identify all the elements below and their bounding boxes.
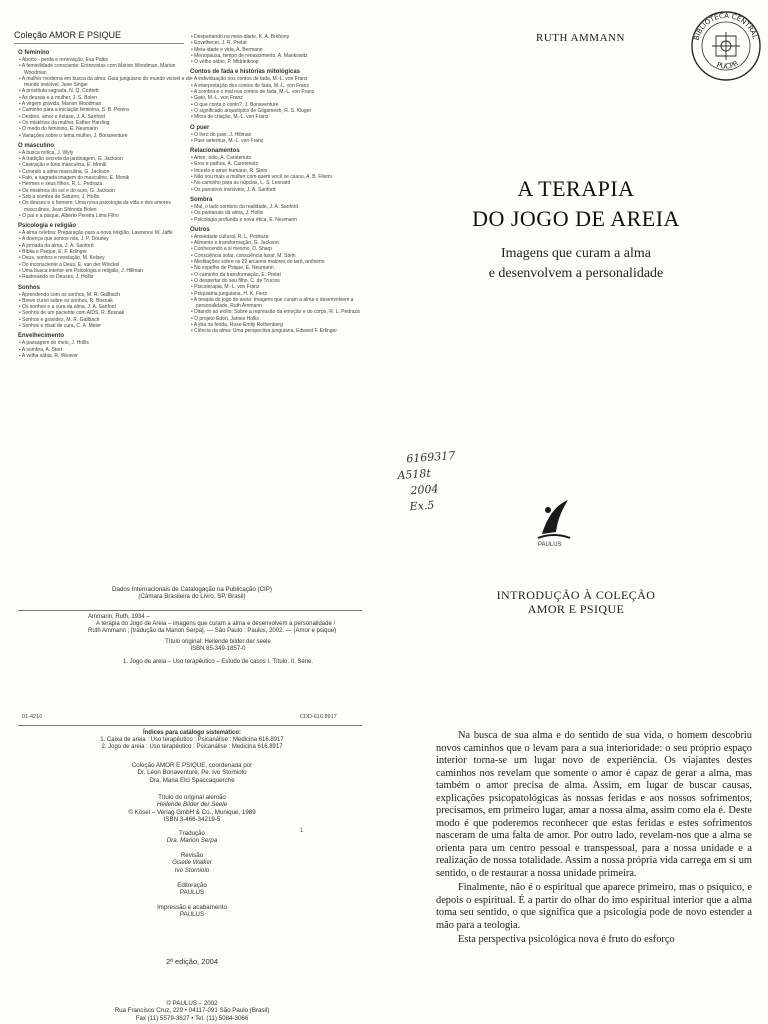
catalog-item: • Não sou mais a mulher com quem você se casou, A. B. Filemi bbox=[190, 174, 365, 180]
review-name: Giselle Walker bbox=[172, 859, 212, 867]
catalog-item: • Os mistérios da mulher, Esther Harding bbox=[18, 120, 193, 126]
index-header: Índices para catálogo sistemático: bbox=[142, 730, 242, 736]
catalog-item: • Rastreando os Deuses, J. Hollis bbox=[18, 274, 193, 280]
series-line: Dr. Léon Bonaventure, Pe. Ivo Storniolo bbox=[137, 769, 247, 777]
intro-paragraph: Na busca de sua alma e do sentido de sua vida, o homem descobriu novos caminhos que o levam para a sua interioridade: o seu próprio espaço interior torna-se um lugar novo de experiência. Os viajantes destes caminhos nos revelam que somente o amor é capaz de gerar a alma, mas também o amor precisa de alma. Assim, em lugar de buscar causas, explicações psicopatológicas às nossas feridas e aos nossos sofrimentos, precisamos, em primeiro lugar, amar a nossa alma, assim como ela é. Deste modo é que poderemos reconhecer que estas feridas e estes sofrimentos nasceram de uma falta de amor. Por outro lado, revelam-nos que a alma se orienta para um centro pessoal e transpessoal, para a nossa unidade e a realização de nossa totalidade. Assim a nossa própria vida carrega em si um sentido, o de restaurar a nossa unidade primeira. bbox=[436, 730, 752, 879]
catalog-section bbox=[18, 333, 193, 359]
catalog-item: • Eros e pathos, A. Carotenuto bbox=[190, 161, 365, 167]
edition-info: 2ª edição, 2004 bbox=[166, 957, 218, 966]
cip-header bbox=[0, 586, 384, 601]
review-credit bbox=[0, 852, 384, 874]
catalog-item: • A terapia do jogo de areia: Imagens que curam a alma e desenvolvem a personalidade, Ruth Ammann bbox=[190, 297, 365, 310]
catalog-item: • Caminho para a iniciação feminina, S. B. Perera bbox=[18, 107, 193, 113]
catalog-section-heading: Psicologia e religião bbox=[18, 223, 77, 230]
print-credit bbox=[0, 904, 384, 919]
catalog-item: • Os sonhos e a cura da alma, J. A. Sanford bbox=[18, 304, 193, 310]
book-subtitle-line1: Imagens que curam a alma bbox=[500, 246, 652, 261]
orig-line: © Kösel – Verlag GmbH & Co., Munique, 1989 bbox=[128, 808, 256, 816]
catalog-item: • Castração e fúria masculina, E. Monik bbox=[18, 162, 193, 168]
catalog-item: • A individuação nos contos de fada, M.-L. von Franz bbox=[190, 76, 365, 82]
catalog-item: • O despertar do seu filho, C. de Trucios bbox=[190, 278, 365, 284]
handwritten-line: Ex.5 bbox=[409, 498, 435, 514]
fax-line: Fax (11) 5579-3627 • Tel. (11) 5084-3066 bbox=[135, 1014, 249, 1022]
catalog-section bbox=[190, 197, 365, 223]
catalog-item: • O que conta o conto?, J. Bonaventure bbox=[190, 102, 365, 108]
review-name: Ivo Storniolo bbox=[174, 866, 210, 874]
catalog-item: • Bíblia e Psique, E. F. Edinger bbox=[18, 249, 193, 255]
catalog-item: • O caminho da transformação, E. Pretat bbox=[190, 272, 365, 278]
catalog-item: • Psicoterapia, M.-L. von Franz bbox=[190, 284, 365, 290]
catalog-item: • A velha sábia, R. Weaver bbox=[18, 353, 193, 359]
intro-heading-line2: AMOR E PSIQUE bbox=[527, 602, 625, 616]
catalog-section-heading: Outros bbox=[190, 226, 210, 233]
catalog-item: • Deus, sonhos e revelação, M. Kelsey bbox=[18, 255, 193, 261]
catalog-item: • Uma busca interior em Psicologia e religião, J. Hillman bbox=[18, 268, 193, 274]
catalog-item: • Ditando ao exílio: Sobre a repressão da emoção e do corpo, R. L. Pedraza bbox=[190, 309, 365, 315]
catalog-item: • Sonhos e gravidez, M. R. Gallbach bbox=[18, 317, 193, 323]
catalog-item: • Curando a alma masculina, G. Jackson bbox=[18, 169, 193, 175]
catalog-item: • Falo, a sagrada imagem do masculino, E. Monik bbox=[18, 175, 193, 181]
catalog-item: • O medo do feminino, E. Neumann bbox=[18, 126, 193, 132]
edit-name: PAULUS bbox=[179, 889, 205, 897]
cip-cdd: CDD-616.8917 bbox=[300, 714, 337, 720]
catalog-item: • Mitos de criação, M.-L. von Franz bbox=[190, 114, 365, 120]
catalog-item: • Envelhecer, J. R. Pretat bbox=[190, 40, 365, 46]
catalog-item: • O velho sábio, P. Middelkoop bbox=[190, 59, 365, 65]
catalog-item: • Menopausa, tempo de renascimento, A. Mankowitz bbox=[190, 53, 365, 59]
catalog-section-heading: O feminino bbox=[18, 50, 50, 56]
publisher-name: PAULUS bbox=[538, 542, 562, 548]
book-subtitle-line2: e desenvolvem a personalidade bbox=[488, 266, 664, 281]
intro-heading-line1: INTRODUÇÃO À COLEÇÃO bbox=[496, 588, 656, 602]
catalog-section bbox=[190, 125, 365, 145]
copyright-block bbox=[0, 1000, 384, 1022]
catalog-item: • Consciência solar, consciência lunar, M. Stein bbox=[190, 253, 365, 259]
catalog-item: • Psicologia profunda e nova ética, E. Neumann bbox=[190, 217, 365, 223]
colophon-page bbox=[0, 552, 384, 1024]
book-title-line1: A TERAPIA bbox=[517, 176, 635, 201]
catalog-item: • Os mistérios do sol e do ouro, G. Jackson bbox=[18, 188, 193, 194]
catalog-item: • O pai e a psique, Alberto Pereira Lima Filho bbox=[18, 213, 193, 219]
original-title-block bbox=[0, 794, 384, 824]
review-label: Revisão bbox=[180, 852, 204, 859]
cip-line: ISBN 85-349-1857-0 bbox=[190, 645, 246, 652]
catalog-column-left bbox=[18, 46, 193, 359]
catalog-section bbox=[18, 143, 193, 219]
catalog-section bbox=[190, 227, 365, 335]
catalog-item: • A sombra e o mal nos contos de fada, M.-L. von Franz bbox=[190, 89, 365, 95]
catalog-section-heading: Relacionamentos bbox=[190, 148, 240, 155]
svg-text:PUCPR bbox=[716, 59, 740, 70]
index-line: 1. Caixa de areia : Uso terapêutico : Psicanálise : Medicina 616.8917 bbox=[100, 737, 284, 744]
catalog-item: • Incesto e amor humano, R. Stein bbox=[190, 168, 365, 174]
catalog-item: • Os deuses e o homem: Uma nova psicologia da vida e dos amores masculinos, Jean Shinoda Bolen bbox=[18, 200, 193, 213]
translation-label: Tradução bbox=[179, 830, 205, 837]
catalog-item: • A busca mítica, J. Wyly bbox=[18, 150, 193, 156]
catalog-item: • As deusas e a mulher, J. S. Bolen bbox=[18, 95, 193, 101]
series-line: Coleção AMOR E PSIQUE, coordenada por bbox=[131, 762, 253, 769]
catalog-item: • Meia-idade e vida, A. Bermann bbox=[190, 47, 365, 53]
editing-credit bbox=[0, 882, 384, 897]
series-line: Dra. Maria Elci Spaccaquerche bbox=[149, 776, 235, 784]
cip-line: Título original: Heilende bilder der seele bbox=[165, 638, 271, 645]
catalog-item: • Amor, ódio, A. Carotenuto bbox=[190, 155, 365, 161]
cip-line: A terapia do Jogo de Areia – imagens que curam a alma e desenvolvem a personalidade / Ruth Ammann ; [tradução da Marion Serpa]. — São Paulo : Paulus, 2002. — (Amor e psique) bbox=[88, 621, 337, 635]
translation-name: Dra. Marion Serpa bbox=[166, 837, 218, 845]
catalog-item: • Sob a sombra de Saturno, J. Hollis bbox=[18, 194, 193, 200]
orig-line: ISBN 3-466-34219-5 bbox=[163, 816, 221, 824]
catalog-section bbox=[18, 285, 193, 330]
catalog-item: • Breve curso sobre os sonhos, R. Bosnak bbox=[18, 298, 193, 304]
copyright-line: © PAULUS – 2002 bbox=[166, 1000, 218, 1007]
catalog-item: • A feminilidade consciente: Entrevistas com Marion Woodman, Marion Woodman bbox=[18, 63, 193, 76]
catalog-item: • A doença que somos nós, J. P. Dourley bbox=[18, 236, 193, 242]
series-credits bbox=[0, 762, 384, 784]
cip-header-line2: (Câmara Brasileira do Livro, SP, Brasil) bbox=[138, 593, 246, 601]
catalog-item: • A jornada da alma, J. A. Sanford bbox=[18, 243, 193, 249]
catalog-section-heading: Contos de fada e histórias mitológicas bbox=[190, 69, 301, 76]
intro-paragraph: Esta perspectiva psicológica nova é fruto do esforço bbox=[458, 934, 675, 945]
library-stamp-icon bbox=[686, 6, 762, 86]
catalog-section-heading: O masculino bbox=[18, 142, 55, 149]
catalog-item: • Mal, o lado sombrio da realidade, J. A. Sanford bbox=[190, 204, 365, 210]
handwritten-line: 2004 bbox=[410, 482, 439, 498]
catalog-item: • Hermes e seus filhos, R. L. Pedraza bbox=[18, 181, 193, 187]
catalog-section bbox=[190, 69, 365, 120]
stamp-text-top: BIBLIOTECA CENTRAL bbox=[692, 11, 760, 42]
cip-line: Ammann, Ruth, 1934 – bbox=[88, 614, 150, 620]
catalog-item: • A sombra, A. Stort bbox=[18, 347, 193, 353]
publisher-logo-icon bbox=[534, 494, 574, 546]
catalog-item: • Do inconsciente a Deus, E. van der Winckel bbox=[18, 262, 193, 268]
catalog-item: • A mulher moderna em busca da alma: Guia junguiano do mundo visível e do mundo invisível, June Singer bbox=[18, 76, 193, 89]
catalog-item: • Ansiedade cultural, R. L. Pedraza bbox=[190, 234, 365, 240]
catalog-item: • Conhecendo a si mesmo, D. Sharp bbox=[190, 246, 365, 252]
catalog-section bbox=[18, 223, 193, 280]
catalog-index bbox=[0, 730, 384, 752]
catalog-item: • A interpretação dos contos de fada, M.-L. von Franz bbox=[190, 83, 365, 89]
catalog-section bbox=[18, 50, 193, 139]
print-name: PAULUS bbox=[179, 911, 205, 919]
title-page bbox=[384, 0, 768, 552]
catalog-item: • Os parceiros invisíveis, J. A. Sanford bbox=[190, 187, 365, 193]
catalog-section-heading: Sombra bbox=[190, 196, 213, 203]
catalog-item: • Psiquiatria junguiana, H. K. Fierz bbox=[190, 291, 365, 297]
catalog-section-heading: Sonhos bbox=[18, 284, 40, 291]
cip-header-line1: Dados Internacionais de Catalogação na Publicação (CIP) bbox=[112, 586, 272, 593]
introduction-page bbox=[384, 552, 768, 1024]
edit-label: Editoração bbox=[177, 882, 207, 889]
catalog-item: • A virgem grávida, Marion Woodman bbox=[18, 101, 193, 107]
catalog-item: • O livro do puer, J. Hillman bbox=[190, 132, 365, 138]
print-label: Impressão e acabamento bbox=[157, 904, 227, 911]
cip-record bbox=[88, 614, 348, 666]
catalog-item: • Aborto - perda e renovação, Eva Pattis bbox=[18, 57, 193, 63]
catalog-column-right bbox=[190, 30, 365, 335]
handwritten-line: A518t bbox=[397, 466, 432, 483]
catalog-section-heading: O puer bbox=[190, 124, 210, 131]
catalog-item: • Os pantanais da alma, J. Hollis bbox=[190, 210, 365, 216]
catalog-item: • A prostituta sagrada, N. Q. Corbett bbox=[18, 88, 193, 94]
catalog-item: • O projeto Éden, James Hollis bbox=[190, 316, 365, 322]
handwritten-call-number bbox=[396, 448, 459, 516]
stamp-text-bottom: PUCPR bbox=[715, 59, 740, 71]
handwritten-line: 6169317 bbox=[405, 449, 456, 466]
cip-line: 1. Jogo de areia – Uso terapêutico – Estudo de casos I. Título. II. Série. bbox=[123, 659, 313, 666]
catalog-item: • Sonhos de um paciente com AIDS, R. Bosnak bbox=[18, 310, 193, 316]
catalog-item: • Variações sobre o tema mulher, J. Bonaventure bbox=[18, 133, 193, 139]
catalog-item: • A passagem do meio, J. Hollis bbox=[18, 340, 193, 346]
intro-paragraph: Finalmente, não é o espiritual que aparece primeiro, mas o psíquico, e depois o espiritual. É a partir do olhar do imo espiritual interior que a alma toma seu sentido, o que significa que a psicologia pode de novo estender a mão para a teologia. bbox=[436, 882, 752, 931]
author-name: RUTH AMMANN bbox=[536, 32, 625, 44]
catalog-item: • Alimento e transformação, G. Jackson bbox=[190, 240, 365, 246]
translation-credit bbox=[0, 830, 384, 845]
catalog-section-heading: Envelhecimento bbox=[18, 333, 65, 340]
index-line: 2. Jogo de areia : Uso terapêutico : Psicanálise : Medicina 616.8917 bbox=[101, 744, 283, 751]
cip-id: 01-4216 bbox=[22, 714, 43, 720]
catalog-section bbox=[190, 148, 365, 193]
catalog-item: • No espelho de Psique, E. Neumann bbox=[190, 265, 365, 271]
book-title-line2: DO JOGO DE AREIA bbox=[472, 206, 680, 231]
orig-line: Heilende Bilder der Seele bbox=[156, 801, 228, 809]
catalog-item: • A alma celebra: Preparação para a nova religião, Lawrence W. Jaffe bbox=[18, 230, 193, 236]
orig-line: Título do original alemão bbox=[158, 794, 226, 801]
catalog-item: • A tradição secreta da jardinagem, G. Jackson bbox=[18, 156, 193, 162]
catalog-item: • Ciência da alma: Uma perspectiva junguiana, Edward F. Edinger bbox=[190, 328, 365, 334]
catalog-item: • Despertando na meia-idade, K. A. Brehony bbox=[190, 34, 365, 40]
catalog-item: • Destino, amor e êxtase, J. A. Sanford bbox=[18, 114, 193, 120]
catalog-item: • Puer aeternus, M.-L. von Franz bbox=[190, 138, 365, 144]
catalog-item: • Aprendendo com os sonhos, M. R. Gallbach bbox=[18, 292, 193, 298]
catalog-item: • Meditações sobre os 22 arcanos maiores do tarô, anônimo bbox=[190, 259, 365, 265]
catalog-section bbox=[190, 34, 365, 65]
address-line: Rua Francisco Cruz, 229 • 04117-091 São Paulo (Brasil) bbox=[114, 1007, 270, 1015]
catalog-item: • No caminho para as núpcias, L. S. Leonard bbox=[190, 180, 365, 186]
intro-body bbox=[436, 730, 752, 947]
series-catalog-page bbox=[0, 0, 384, 552]
catalog-item: • O significado arquetípico de Gilgamesh, R. S. Kluger bbox=[190, 108, 365, 114]
page-mark: 1 bbox=[300, 828, 304, 834]
catalog-item: • Gato, M.-L. von Franz bbox=[190, 95, 365, 101]
catalog-item: • A jóia na ferida, Rose-Emily Rothenberg bbox=[190, 322, 365, 328]
catalog-title: Coleção AMOR E PSIQUE bbox=[14, 30, 184, 44]
catalog-item: • Sonhos e ritual de cura, C. A. Meier bbox=[18, 323, 193, 329]
